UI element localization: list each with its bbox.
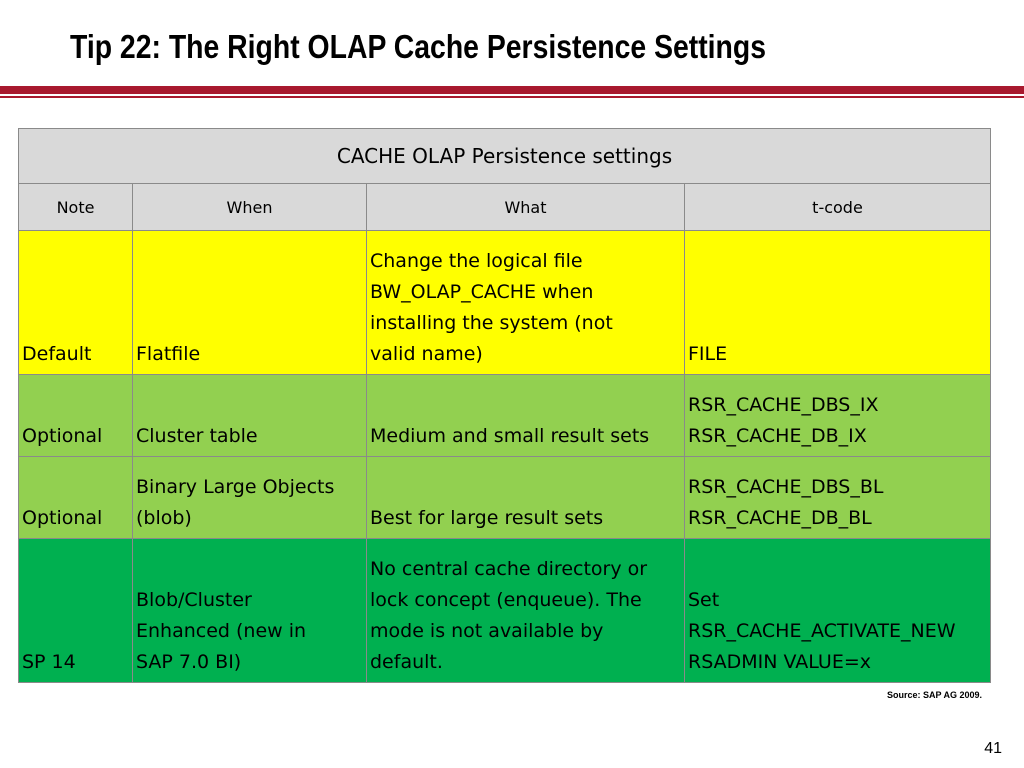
cell-what	[367, 539, 685, 683]
cell-line: Set	[688, 589, 720, 611]
cell-line: RSR_CACHE_ACTIVATE_NEW	[688, 620, 956, 642]
cell-tcode	[685, 539, 991, 683]
cell-line: (blob)	[136, 507, 192, 529]
table-caption: CACHE OLAP Persistence settings	[19, 129, 991, 184]
cell-text: Optional	[22, 507, 103, 529]
cell-line: Change the logical file	[370, 250, 583, 272]
cell-line: RSR_CACHE_DB_IX	[688, 425, 867, 447]
header-when: When	[133, 184, 367, 231]
cell-when	[133, 375, 367, 457]
cell-tcode	[685, 457, 991, 539]
cell-line: Cluster table	[136, 425, 258, 447]
cell-tcode	[685, 375, 991, 457]
cell-when	[133, 231, 367, 375]
cell-when	[133, 539, 367, 683]
source-note: Source: SAP AG 2009.	[886, 690, 982, 700]
table-row	[19, 375, 991, 457]
cell-line: FILE	[688, 343, 728, 365]
cell-note	[19, 231, 133, 375]
cell-line: Best for large result sets	[370, 507, 604, 529]
cell-what	[367, 375, 685, 457]
title-divider-thin	[0, 96, 1024, 98]
cell-text: Default	[22, 343, 92, 365]
cell-line: RSR_CACHE_DBS_BL	[688, 476, 884, 498]
cell-tcode	[685, 231, 991, 375]
header-tcode: t-code	[685, 184, 991, 231]
cell-note	[19, 457, 133, 539]
header-note: Note	[19, 184, 133, 231]
cell-line: RSADMIN VALUE=x	[688, 651, 871, 673]
title-divider	[0, 86, 1024, 94]
cell-line: No central cache directory or	[370, 558, 648, 580]
cell-when	[133, 457, 367, 539]
cell-line: Flatfile	[136, 343, 201, 365]
cell-text: SP 14	[22, 651, 76, 673]
cell-line: Medium and small result sets	[370, 425, 650, 447]
table-row	[19, 457, 991, 539]
table-row	[19, 231, 991, 375]
cell-what	[367, 457, 685, 539]
slide-title: Tip 22: The Right OLAP Cache Persistence Settings	[70, 28, 767, 65]
header-what: What	[367, 184, 685, 231]
cell-line: mode is not available by	[370, 620, 604, 642]
cell-what	[367, 231, 685, 375]
cell-line: lock concept (enqueue). The	[370, 589, 642, 611]
table-row	[19, 539, 991, 683]
cell-line: BW_OLAP_CACHE when	[370, 281, 594, 303]
cell-line: valid name)	[370, 343, 483, 365]
cell-note	[19, 375, 133, 457]
cell-line: Binary Large Objects	[136, 476, 335, 498]
cell-line: Enhanced (new in	[136, 620, 307, 642]
cell-note	[19, 539, 133, 683]
cell-line: installing the system (not	[370, 312, 613, 334]
page-number: 41	[984, 740, 1002, 757]
persistence-settings-table	[18, 128, 991, 683]
cell-line: SAP 7.0 BI)	[136, 651, 242, 673]
cell-line: Blob/Cluster	[136, 589, 252, 611]
cell-line: RSR_CACHE_DB_BL	[688, 507, 872, 529]
cell-line: default.	[370, 651, 443, 673]
cell-line: RSR_CACHE_DBS_IX	[688, 394, 879, 416]
cell-text: Optional	[22, 425, 103, 447]
